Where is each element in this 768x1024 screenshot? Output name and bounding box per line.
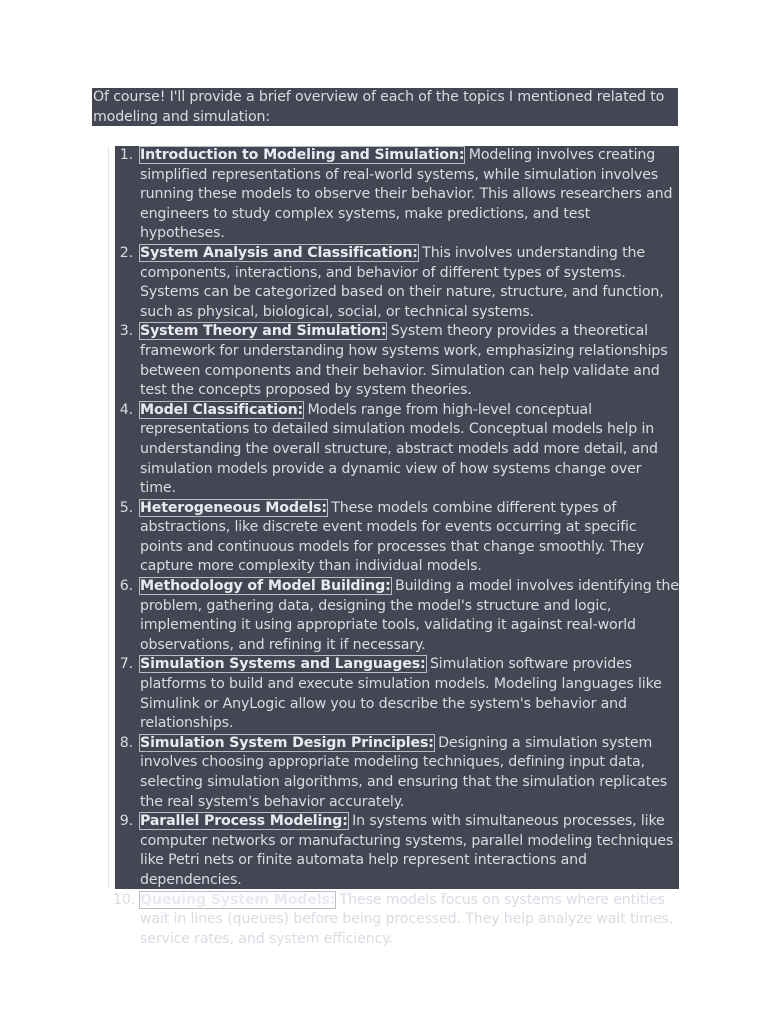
item-description: These models combine different types of abstractions, like discrete event models for events occurring at specific points and continuous models for processes that change smoothly. They capture more complexity than individual models.: [140, 499, 645, 575]
item-description: Models range from high-level conceptual representations to detailed simulation models. Conceptual models help in understanding the overall structure, abstract models add more detail, and simulation models provide a dynamic view of how systems change over time.: [140, 401, 658, 497]
item-number: 8.: [119, 734, 133, 751]
list-item: [115, 146, 679, 244]
item-number: 2.: [119, 244, 133, 261]
item-number: 9.: [119, 813, 133, 830]
intro-text: Of course! I'll provide a brief overview of each of the topics I mentioned related to modeling and simulation:: [93, 89, 665, 125]
item-term: Methodology of Model Building:: [140, 578, 391, 595]
item-number: 3.: [119, 323, 133, 340]
item-description: Designing a simulation system involves choosing appropriate modeling techniques, defining input data, selecting simulation algorithms, and ensuring that the simulation replicates the real system's behavior accurately.: [140, 734, 668, 810]
topics-list-box: [113, 146, 679, 947]
topics-list: [115, 146, 679, 949]
item-term: Simulation System Design Principles:: [140, 734, 434, 751]
item-term: Heterogeneous Models:: [140, 499, 327, 516]
intro-paragraph: [92, 88, 678, 126]
item-description: This involves understanding the components, interactions, and behavior of different types of systems. Systems can be categorized based on their nature, structure, and function, such as physical, biological, social, or technical systems.: [140, 244, 664, 320]
item-number: 4.: [119, 401, 133, 418]
item-description: These models focus on systems where entities wait in lines (queues) before being processed. They help analyze wait times, service rates, and system efficiency.: [140, 891, 674, 947]
item-term: Parallel Process Modeling:: [140, 813, 348, 830]
list-item: [115, 655, 679, 733]
list-item: [115, 322, 679, 400]
list-item: [115, 401, 679, 499]
item-description: Simulation software provides platforms to build and execute simulation models. Modeling languages like Simulink or AnyLogic allow you to describe the system's behavior and relationships.: [140, 656, 662, 732]
item-number: 6.: [119, 578, 133, 595]
item-description: System theory provides a theoretical framework for understanding how systems work, emphasizing relationships between components and their behavior. Simulation can help validate and test the concepts proposed by system theories.: [140, 323, 668, 399]
item-description: Building a model involves identifying the problem, gathering data, designing the model's structure and logic, implementing it using appropriate tools, validating it against real-world observations, and refining it if necessary.: [140, 578, 679, 653]
item-term: Model Classification:: [140, 401, 304, 418]
list-item: [115, 577, 679, 655]
topics-list-container: [108, 146, 679, 947]
item-term: Introduction to Modeling and Simulation:: [140, 147, 465, 163]
item-term: Simulation Systems and Languages:: [140, 656, 426, 673]
item-term: System Theory and Simulation:: [140, 323, 387, 340]
list-item: [115, 812, 679, 890]
item-term: System Analysis and Classification:: [140, 244, 418, 261]
item-number: 7.: [119, 656, 133, 673]
list-item: [115, 891, 679, 950]
item-term: Queuing System Models:: [140, 891, 336, 908]
item-description: Modeling involves creating simplified representations of real-world systems, while simulation involves running these models to observe their behavior. This allows researchers and engineers to study complex systems, make predictions, and test hypotheses.: [140, 147, 673, 242]
list-item: [115, 499, 679, 577]
item-number: 1.: [119, 147, 133, 163]
item-number: 5.: [119, 499, 133, 516]
item-description: In systems with simultaneous processes, like computer networks or manufacturing systems, parallel modeling techniques like Petri nets or finite automata help represent interactions and dependencies.: [140, 813, 674, 888]
list-item: [115, 734, 679, 812]
list-item: [115, 244, 679, 322]
item-number: 10.: [113, 891, 136, 908]
